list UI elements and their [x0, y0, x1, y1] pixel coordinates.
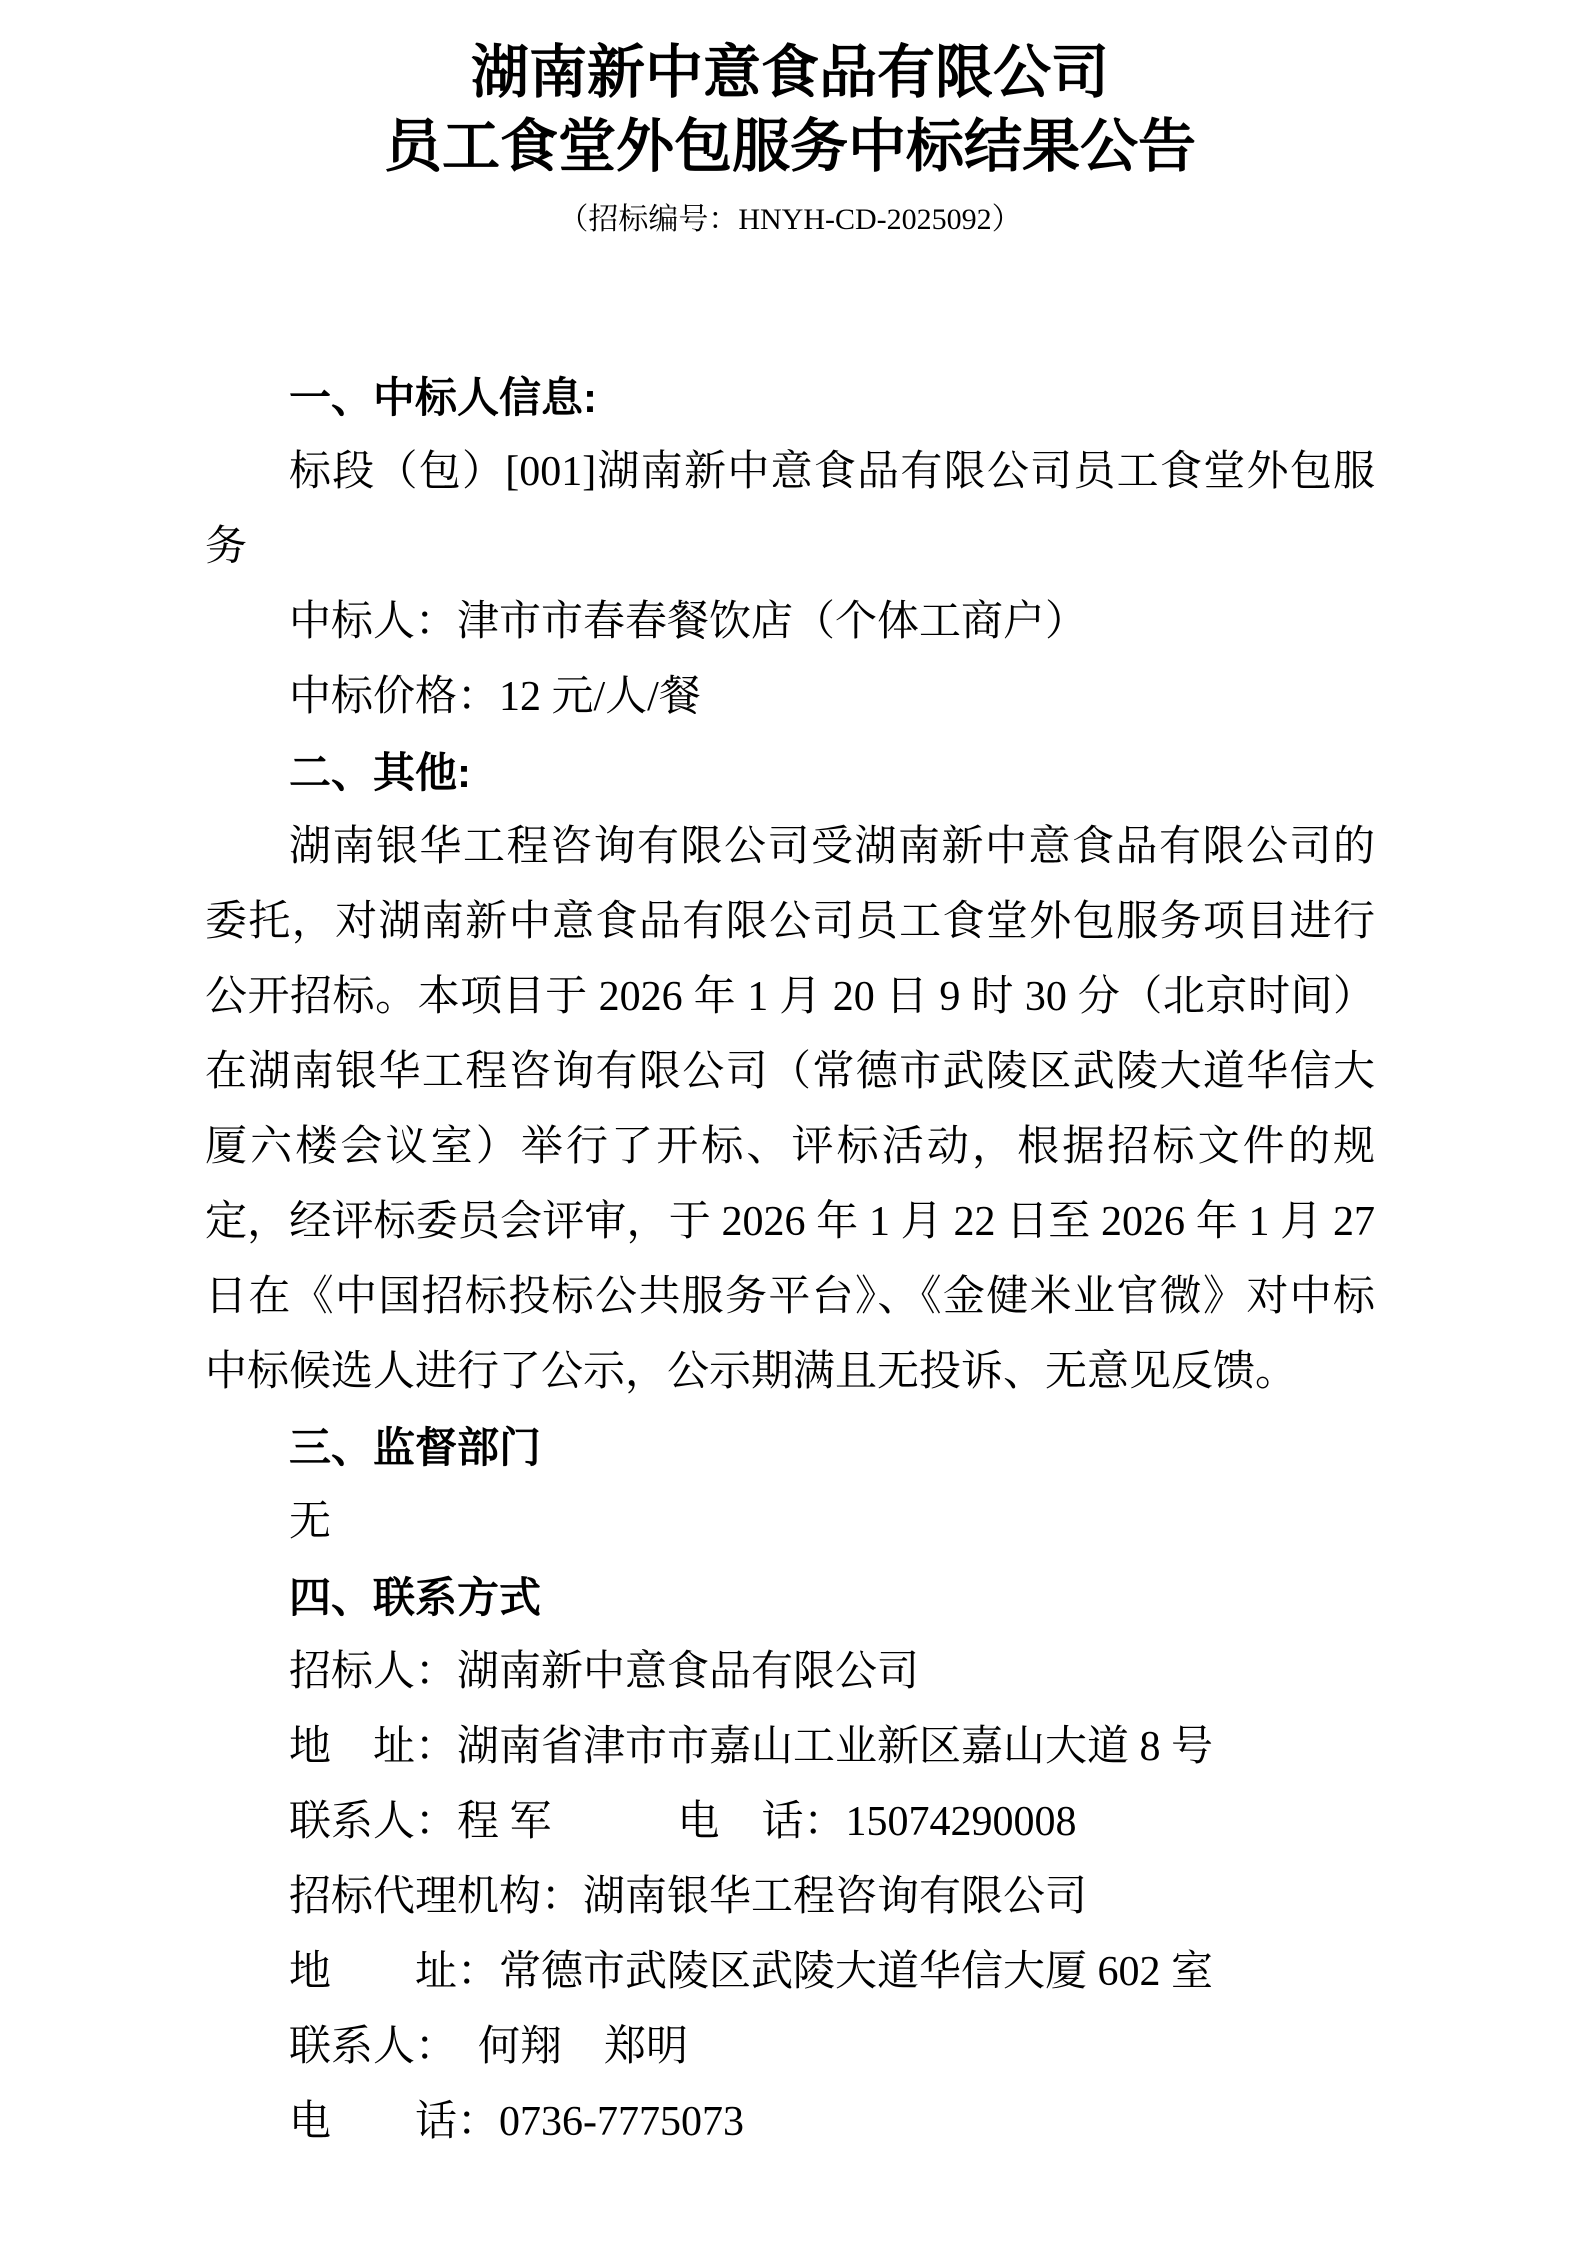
section1-heading: 一、中标人信息: [289, 374, 597, 421]
section3-content: 无 [289, 1499, 332, 1545]
section1-price-line: 中标价格：12 元/人/餐 [289, 674, 701, 720]
section4-tenderer-line: 招标人：湖南新中意食品有限公司 [289, 1649, 920, 1695]
section4-agency-line: 招标代理机构：湖南银华工程咨询有限公司 [289, 1874, 1088, 1920]
bid-number-line: （招标编号：HNYH-CD-2025092） [558, 203, 1022, 236]
section4-agency-address-line: 地 址：常德市武陵区武陵大道华信大厦 602 室 [289, 1949, 1214, 1995]
section4-heading: 四、联系方式 [289, 1574, 542, 1621]
section4-tenderer-address-line: 地 址：湖南省津市市嘉山工业新区嘉山大道 8 号 [289, 1724, 1214, 1770]
document-title-line1: 湖南新中意食品有限公司 [470, 40, 1109, 105]
section1-winner-line: 中标人：津市市春春餐饮店（个体工商户） [289, 599, 1088, 645]
section2-body-paragraph: 湖南银华工程咨询有限公司受湖南新中意食品有限公司的委托，对湖南新中意食品有限公司员工食堂外包服务项目进行公开招标。本项目于 2026 年 1 月 20 日 9 时 30 分（北京时间）在湖南银华工程咨询有限公司（常德市武陵区武陵大道华信大厦六楼会议室）举行了开标、评标活动，根据招标文件的规定，经评标委员会评审，于 2026 年 1 月 22 日至 2026 年 1 月 27 日在《中国招标投标公共服务平台》、《金健米业官微》对中标中标候选人进行了公示，公示期满且无投诉、无意见反馈。 [205, 824, 1375, 1395]
section1-lot-line: 标段（包）[001]湖南新中意食品有限公司员工食堂外包服务 [205, 449, 1375, 570]
section4-tenderer-contact-line: 联系人：程 军 电 话：15074290008 [289, 1799, 1077, 1845]
section4-agency-phone-line: 电 话：0736-7775073 [289, 2099, 744, 2145]
section2-heading: 二、其他: [289, 749, 471, 796]
document-title-line2: 员工食堂外包服务中标结果公告 [383, 114, 1196, 179]
section3-heading: 三、监督部门 [289, 1424, 542, 1471]
section4-agency-contact-line: 联系人： 何翔 郑明 [289, 2024, 689, 2070]
